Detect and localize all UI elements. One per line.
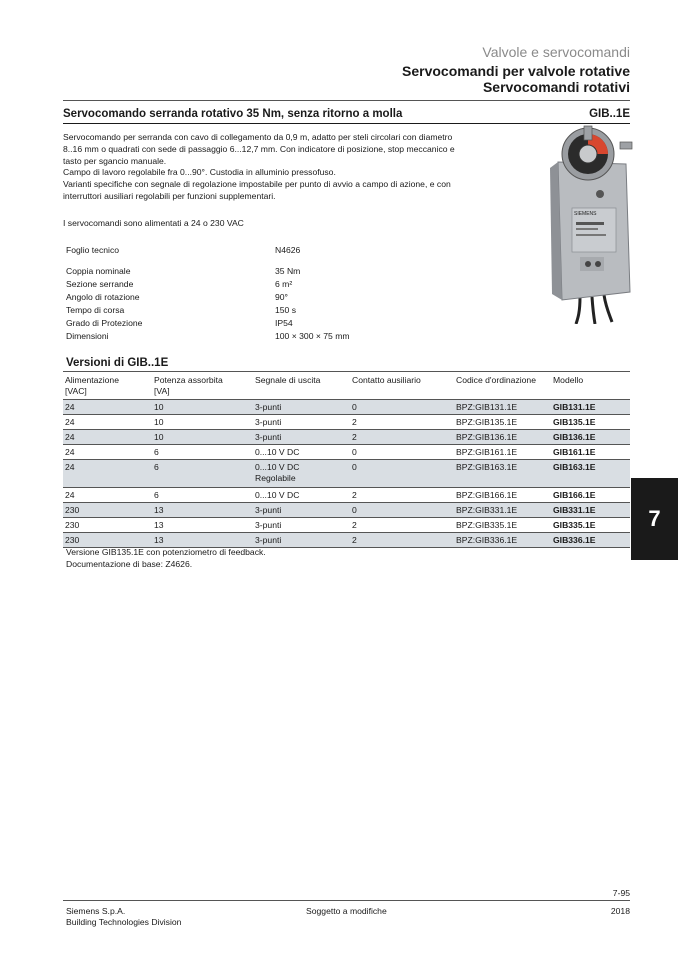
col-header-segnale: Segnale di uscita bbox=[255, 375, 321, 385]
header-divider bbox=[63, 100, 630, 101]
col-header-contatto: Contatto ausiliario bbox=[352, 375, 421, 385]
col-header-potenza: Potenza assorbita [VA] bbox=[154, 375, 223, 396]
spec-value: 150 s bbox=[275, 305, 297, 315]
page-number: 7-95 bbox=[612, 888, 630, 898]
description-line: interruttori ausiliari regolabili per funzioni supplementari. bbox=[63, 190, 276, 201]
table-row: 24 6 0...10 V DC 2 BPZ:GIB166.1E GIB166.1E bbox=[63, 488, 630, 503]
table-row: 230 13 3-punti 2 BPZ:GIB336.1E GIB336.1E bbox=[63, 533, 630, 548]
table-row: 230 13 3-punti 2 BPZ:GIB335.1E GIB335.1E bbox=[63, 518, 630, 533]
footer-divider bbox=[63, 900, 630, 901]
table-row: 230 13 3-punti 0 BPZ:GIB331.1E GIB331.1E bbox=[63, 503, 630, 518]
table-row: 24 6 0...10 V DC Regolabile 0 BPZ:GIB163.1E GIB163.1E bbox=[63, 460, 630, 488]
footer-disclaimer: Soggetto a modifiche bbox=[306, 906, 387, 916]
header-title: Servocomandi per valvole rotative bbox=[402, 63, 630, 79]
header-category: Valvole e servocomandi bbox=[482, 44, 630, 60]
versions-title: Versioni di GIB..1E bbox=[66, 357, 169, 369]
spec-label: Sezione serrande bbox=[66, 279, 134, 289]
note-line: Documentazione di base: Z4626. bbox=[66, 559, 193, 569]
table-notes bbox=[66, 546, 266, 570]
spec-label: Angolo di rotazione bbox=[66, 292, 140, 302]
spec-value: N4626 bbox=[275, 245, 301, 255]
table-row: 24 10 3-punti 2 BPZ:GIB136.1E GIB136.1E bbox=[63, 430, 630, 445]
footer-company: Siemens S.p.A. bbox=[66, 906, 126, 916]
spec-label: Dimensioni bbox=[66, 331, 109, 341]
note-line: Versione GIB135.1E con potenziometro di feedback. bbox=[66, 547, 266, 557]
header-subtitle: Servocomandi rotativi bbox=[482, 79, 630, 95]
description-line: tasto per sgancio manuale. bbox=[63, 155, 167, 166]
description-line: Varianti specifiche con segnale di regolazione impostabile per punto di avvio a campo di azione, e con bbox=[63, 179, 451, 190]
spec-label: Grado di Protezione bbox=[66, 318, 143, 328]
spec-value: 6 m² bbox=[275, 279, 293, 289]
description-line: 8..16 mm o quadrati con sede di passaggio 6...12,7 mm. Con indicatore di posizione, stop meccanico e bbox=[63, 143, 455, 154]
spec-label: Foglio tecnico bbox=[66, 245, 120, 255]
spec-value: 100 × 300 × 75 mm bbox=[275, 331, 350, 341]
section-title: Servocomando serranda rotativo 35 Nm, senza ritorno a molla bbox=[63, 108, 403, 120]
table-row: 24 10 3-punti 0 BPZ:GIB131.1E GIB131.1E bbox=[63, 400, 630, 415]
table-header bbox=[63, 373, 630, 399]
col-header-modello: Modello bbox=[553, 375, 584, 385]
spec-value: 35 Nm bbox=[275, 266, 301, 276]
brand-logo: SIEMENS bbox=[574, 211, 597, 217]
description-line: Servocomando per serranda con cavo di collegamento da 0,9 m, adatto per steli circolari con diametro bbox=[63, 132, 453, 142]
product-image bbox=[540, 122, 636, 324]
table-row: 24 10 3-punti 2 BPZ:GIB135.1E GIB135.1E bbox=[63, 415, 630, 430]
spec-value: IP54 bbox=[275, 318, 293, 328]
section-code: GIB..1E bbox=[589, 108, 630, 120]
footer-division: Building Technologies Division bbox=[66, 917, 182, 927]
col-header-codice: Codice d'ordinazione bbox=[456, 375, 536, 385]
versions-table bbox=[63, 373, 630, 548]
product-description bbox=[63, 132, 493, 203]
footer-year: 2018 bbox=[610, 906, 630, 916]
spec-label: Tempo di corsa bbox=[66, 305, 125, 315]
versions-divider bbox=[63, 371, 630, 372]
spec-label: Coppia nominale bbox=[66, 266, 131, 276]
spec-value: 90° bbox=[275, 292, 288, 302]
supply-note: I servocomandi sono alimentati a 24 o 230 VAC bbox=[63, 218, 244, 228]
description-line: Campo di lavoro regolabile fra 0...90°. Custodia in alluminio pressofuso. bbox=[63, 167, 336, 178]
chapter-tab: 7 bbox=[631, 478, 678, 560]
table-row: 24 6 0...10 V DC 0 BPZ:GIB161.1E GIB161.1E bbox=[63, 445, 630, 460]
col-header-alimentazione: Alimentazione [VAC] bbox=[65, 375, 119, 396]
